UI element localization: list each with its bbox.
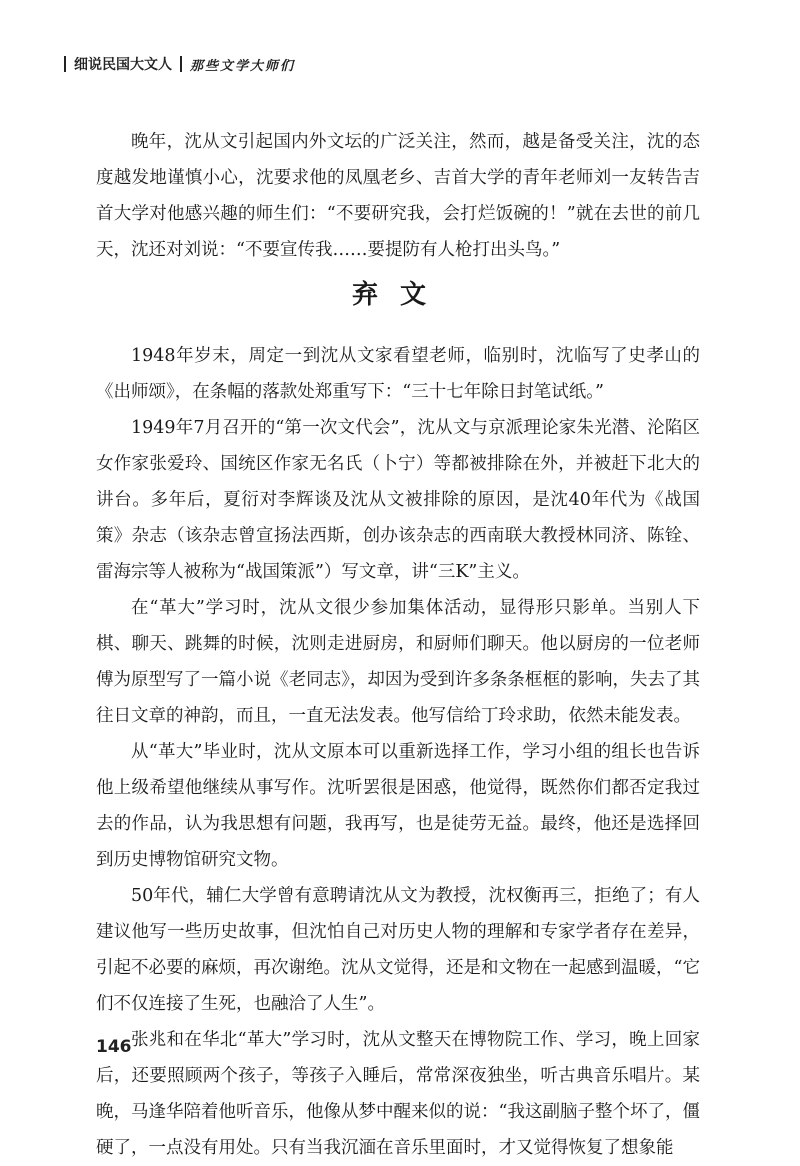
paragraph: 在“革大”学习时，沈从文很少参加集体活动，显得形只影单。当别人下棋、聊天、跳舞的时候，沈则走进厨房，和厨师们聊天。他以厨房的一位老师傅为原型写了一篇小说《老同志》，却因为受到许多条条框框的影响，失去了其往日文章的神韵，而且，一直无法发表。他写信给丁玲求助，依然未能发表。 <box>96 598 700 726</box>
intro-text <box>96 124 700 268</box>
header-divider <box>64 56 66 72</box>
section-title: 弃文 <box>351 280 448 310</box>
paragraph: 晚年，沈从文引起国内外文坛的广泛关注，然而，越是备受关注，沈的态度越发地谨慎小心，沈要求他的凤凰老乡、吉首大学的青年老师刘一友转告吉首大学对他感兴趣的师生们：“不要研究我，会打烂饭碗的！”就在去世的前几天，沈还对刘说：“不要宣传我……要提防有人枪打出头鸟。” <box>96 132 700 260</box>
page-number: 146 <box>96 1037 132 1057</box>
running-header <box>64 54 295 74</box>
paragraph: 1949年7月召开的“第一次文代会”，沈从文与京派理论家朱光潜、沦陷区女作家张爱玲、国统区作家无名氏（卜宁）等都被排除在外，并被赶下北大的讲台。多年后，夏衍对李辉谈及沈从文被排除的原因，是沈40年代为《战国策》杂志（该杂志曾宣扬法西斯，创办该杂志的西南联大教授林同济、陈铨、雷海宗等人被称为“战国策派”）写文章，讲“三K”主义。 <box>96 418 700 582</box>
paragraph: 1948年岁末，周定一到沈从文家看望老师，临别时，沈临写了史孝山的《出师颂》，在条幅的落款处郑重写下：“三十七年除日封笔试纸。” <box>96 346 700 402</box>
paragraph: 张兆和在华北“革大”学习时，沈从文整天在博物院工作、学习，晚上回家后，还要照顾两个孩子，等孩子入睡后，常常深夜独坐，听古典音乐唱片。某晚，马逢华陪着他听音乐，他像从梦中醒来似的说：“我这副脑子整个坏了，僵硬了，一点没有用处。只有当我沉湎在音乐里面时，才又觉得恢复了想象能 <box>96 1030 700 1158</box>
header-divider <box>180 56 182 72</box>
paragraph: 50年代，辅仁大学曾有意聘请沈从文为教授，沈权衡再三，拒绝了；有人建议他写一些历史故事，但沈怕自己对历史人物的理解和专家学者存在差异，引起不必要的麻烦，再次谢绝。沈从文觉得，还是和文物在一起感到温暖，“它们不仅连接了生死，也融洽了人生”。 <box>96 886 700 1014</box>
paragraph: 从“革大”毕业时，沈从文原本可以重新选择工作，学习小组的组长也告诉他上级希望他继续从事写作。沈听罢很是困惑，他觉得，既然你们都否定我过去的作品，认为我思想有问题，我再写，也是徒劳无益。最终，他还是选择回到历史博物馆研究文物。 <box>96 742 700 870</box>
series-title: 细说民国大文人 <box>74 57 172 73</box>
section-body <box>96 338 700 1166</box>
book-title: 那些文学大师们 <box>190 58 296 74</box>
